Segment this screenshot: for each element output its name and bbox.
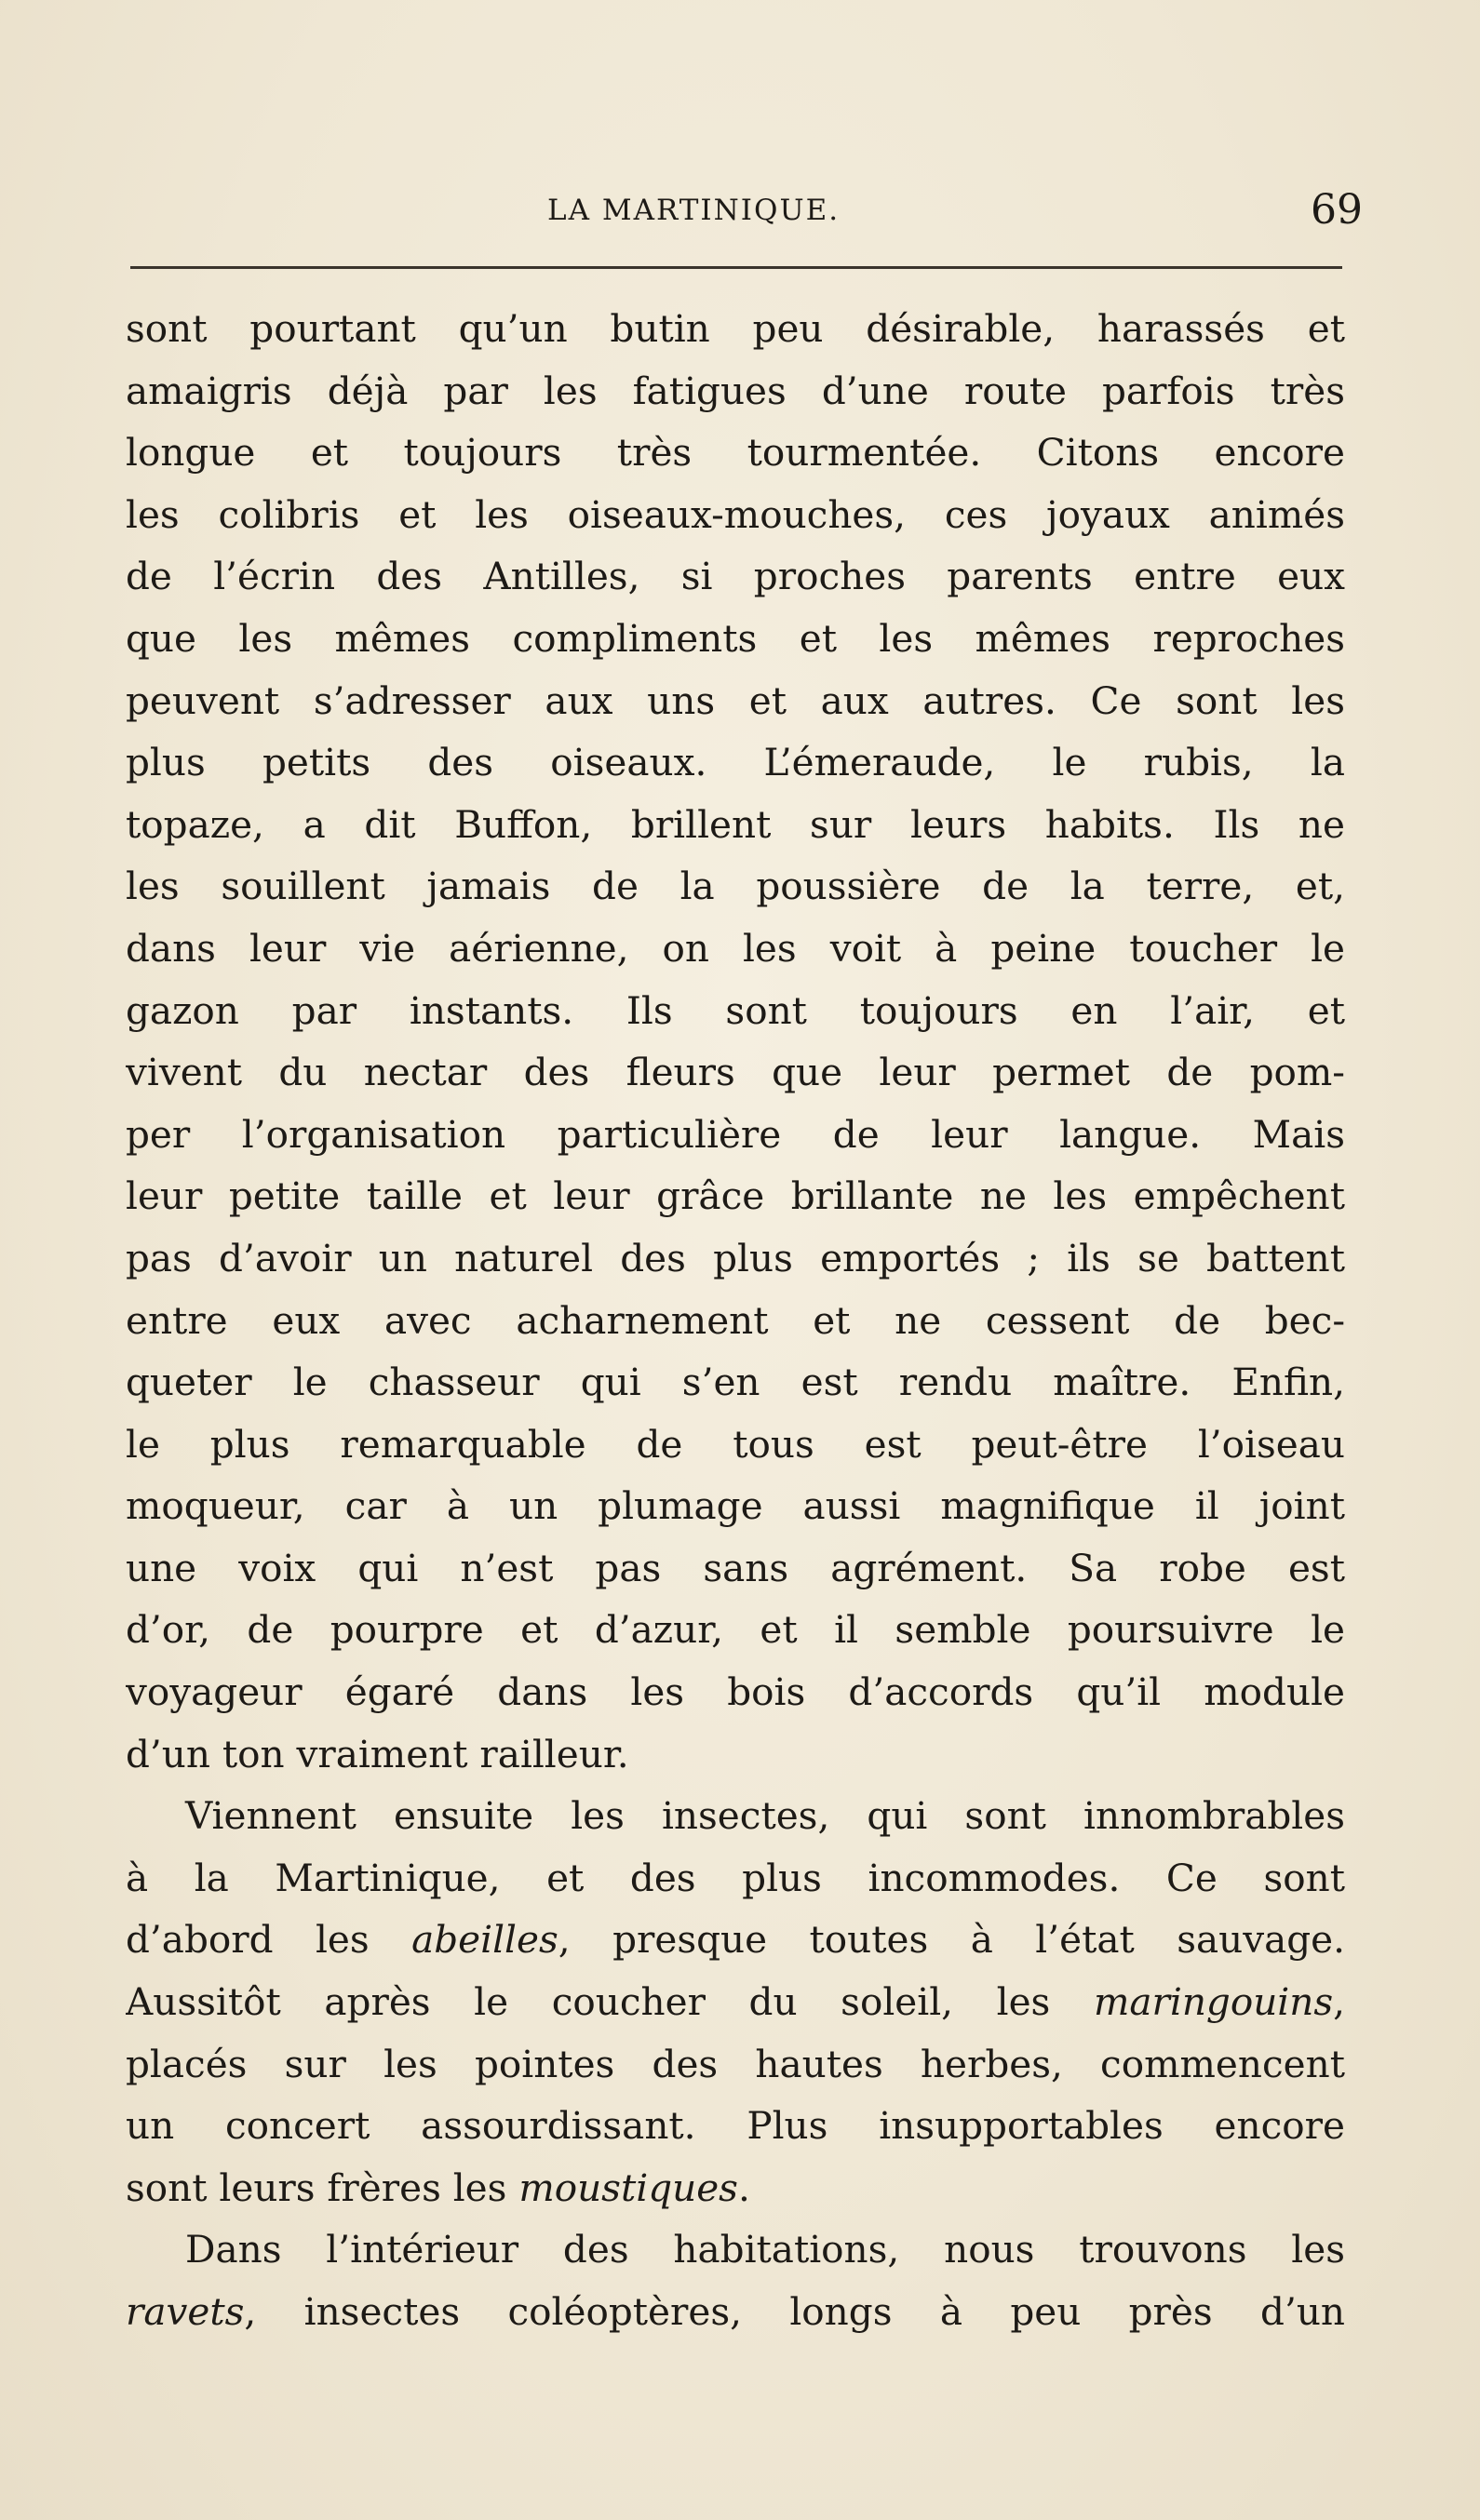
text-line [126, 1909, 1345, 1971]
text-line: peuvent s’adresser aux uns et aux autres. Ce sont les [126, 677, 1345, 723]
text-line: plus petits des oiseaux. L’émeraude, le rubis, la [126, 740, 1345, 785]
running-title: LA MARTINIQUE. [547, 194, 841, 227]
text-line [126, 1971, 1345, 2033]
text-run: , presque toutes à l’état sauvage. [558, 1917, 1345, 1963]
text-line-paragraph-start: Dans l’intérieur des habitations, nous trouvons les [185, 2227, 1345, 2272]
text-line: que les mêmes compliments et les mêmes reproches [126, 615, 1345, 661]
text-line [126, 2281, 1345, 2343]
text-run: , insectes coléoptères, longs à peu près d’un [244, 2289, 1345, 2334]
text-line: moqueur, car à un plumage aussi magnifique il joint [126, 1483, 1345, 1529]
text-line: amaigris déjà par les fatigues d’une route parfois très [126, 368, 1345, 413]
text-line: dans leur vie aérienne, on les voit à peine toucher le [126, 925, 1345, 971]
text-line: le plus remarquable de tous est peut-être l’oiseau [126, 1421, 1345, 1467]
italic-term: moustiques [518, 2165, 738, 2210]
italic-term: maringouins [1093, 1979, 1334, 2025]
text-line: les colibris et les oiseaux-mouches, ces joyaux animés [126, 491, 1345, 537]
text-line: de l’écrin des Antilles, si proches parents entre eux [126, 554, 1345, 599]
text-line: longue et toujours très tourmentée. Citons encore [126, 430, 1345, 476]
text-run: d’abord les [126, 1917, 412, 1963]
body-text [126, 298, 1345, 2343]
header-rule [130, 266, 1342, 269]
text-line: pas d’avoir un naturel des plus emportés ; ils se battent [126, 1235, 1345, 1280]
text-run: sont leurs frères les [126, 2165, 519, 2210]
text-line-paragraph-end [126, 2157, 1345, 2219]
text-line: entre eux avec acharnement et ne cessent de bec- [126, 1297, 1345, 1343]
text-line: une voix qui n’est pas sans agrément. Sa robe est [126, 1545, 1345, 1590]
text-line: leur petite taille et leur grâce brillante ne les empêchent [126, 1173, 1345, 1219]
text-run: . [737, 2165, 750, 2210]
text-line: un concert assourdissant. Plus insupportables encore [126, 2103, 1345, 2149]
page-number: 69 [1311, 186, 1363, 234]
text-line-paragraph-start: Viennent ensuite les insectes, qui sont innombrables [185, 1793, 1345, 1839]
text-line: à la Martinique, et des plus incommodes. Ce sont [126, 1855, 1345, 1900]
italic-term: ravets [126, 2289, 245, 2334]
text-line: sont pourtant qu’un butin peu désirable, harassés et [126, 306, 1345, 351]
text-line: placés sur les pointes des hautes herbes, commencent [126, 2041, 1345, 2086]
text-line: topaze, a dit Buffon, brillent sur leurs habits. Ils ne [126, 801, 1345, 847]
text-line-paragraph-end: d’un ton vraiment railleur. [126, 1731, 629, 1776]
text-run: Aussitôt après le coucher du soleil, les [126, 1979, 1094, 2025]
italic-term: abeilles [411, 1917, 558, 1963]
text-line: d’or, de pourpre et d’azur, et il semble poursuivre le [126, 1607, 1345, 1653]
running-head [0, 182, 1480, 238]
text-line: queter le chasseur qui s’en est rendu maître. Enfin, [126, 1360, 1345, 1405]
text-line: per l’organisation particulière de leur langue. Mais [126, 1111, 1345, 1157]
text-line: vivent du nectar des fleurs que leur permet de pom- [126, 1050, 1345, 1095]
text-run: , [1333, 1979, 1345, 2025]
text-line: les souillent jamais de la poussière de la terre, et, [126, 864, 1345, 909]
text-line: gazon par instants. Ils sont toujours en l’air, et [126, 987, 1345, 1033]
text-line: voyageur égaré dans les bois d’accords qu’il module [126, 1669, 1345, 1715]
